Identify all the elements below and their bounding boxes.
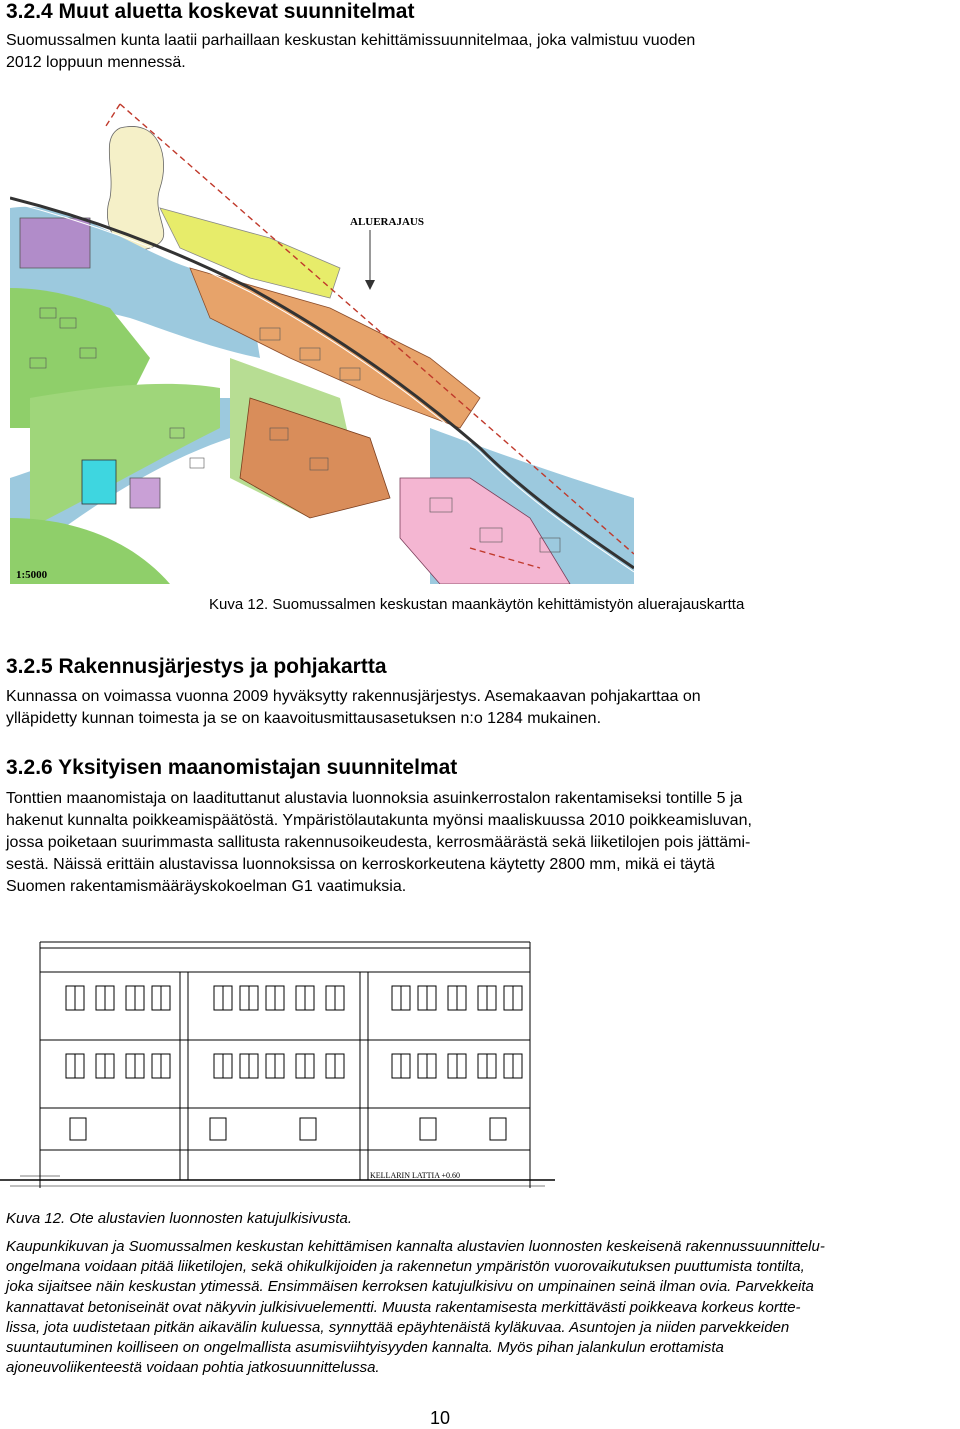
text-line: joka sijaitsee näin keskustan ytimessä. Ensimmäisen kerroksen katujulkisivu on umpinainen seinä ilman ovia. Parvekkeita (6, 1278, 814, 1296)
map-area-label: ALUERAJAUS (350, 216, 424, 228)
section-heading-3-2-6: 3.2.6 Yksityisen maanomistajan suunnitelmat (6, 756, 458, 779)
text-line: Kunnassa on voimassa vuonna 2009 hyväksytty rakennusjärjestys. Asemakaavan pohjakarttaa on (6, 688, 701, 705)
elevation-ground-window (70, 1118, 86, 1140)
elevation-ground-window (420, 1118, 436, 1140)
elevation-ground-window (490, 1118, 506, 1140)
text-line: ongelmana voidaan pitää liiketilojen, sekä ohikulkijoiden ja rakennetun ympäristön vuorovaikutuksen puuttumista tontilta, (6, 1258, 805, 1276)
elevation-ground-label: KELLARIN LATTIA +0.60 (370, 1171, 461, 1180)
elevation-caption: Kuva 12. Ote alustavien luonnosten katujulkisivusta. (6, 1210, 353, 1227)
text-line: Kaupunkikuvan ja Suomussalmen keskustan kehittämisen kannalta alustavien luonnosten keskeisenä rakennussuunnittelu- (6, 1238, 825, 1255)
section-heading-3-2-5: 3.2.5 Rakennusjärjestys ja pohjakartta (6, 655, 387, 678)
text-line: suuntautuminen koilliseen on ongelmallista asumisviihtyisyyden kannalta. Myös pihan jalankulun erottamista (6, 1339, 724, 1357)
map-caption: Kuva 12. Suomussalmen keskustan maankäytön kehittämistyön aluerajauskartta (209, 596, 745, 613)
text-line: kannattavat betoniseinät ovat näkyvin julkisivuelementti. Muusta rakentamisesta merkittävästi poikkeava korkeus kortte- (6, 1298, 801, 1316)
area-boundary-map (10, 98, 634, 584)
text-line: ylläpidetty kunnan toimesta ja se on kaavoitusmittausasetuksen n:o 1284 mukainen. (6, 710, 602, 727)
page-number: 10 (430, 1408, 451, 1428)
elevation-ground-window (300, 1118, 316, 1140)
paragraph-3-2-5 (6, 686, 701, 730)
elevation-ground-window (210, 1118, 226, 1140)
map-scale-label: 1:5000 (16, 569, 48, 581)
text-line: Suomussalmen kunta laatii parhaillaan keskustan kehittämissuunnitelmaa, joka valmistuu vuoden (6, 32, 696, 49)
text-line: Suomen rakentamismääräyskokoelman G1 vaatimuksia. (6, 878, 407, 895)
text-line: hakenut kunnalta poikkeamispäätöstä. Ympäristölautakunta myönsi maaliskuussa 2010 poikkeamisluvan, (6, 812, 752, 829)
italic-commentary-paragraph (6, 1237, 825, 1378)
street-elevation-drawing (0, 938, 560, 1200)
text-line: 2012 loppuun mennessä. (6, 54, 186, 71)
text-line: sestä. Näissä erittäin alustavissa luonnoksissa on kerroskorkeutena käytetty 2800 mm, mikä ei täytä (6, 856, 715, 873)
text-line: Tonttien maanomistaja on laadituttanut alustavia luonnoksia asuinkerrostalon rakentamiseksi tontille 5 ja (6, 790, 743, 807)
text-line: ajoneuvoliikenteestä voidaan pohtia jatkosuunnittelussa. (6, 1359, 380, 1377)
paragraph-3-2-6 (6, 788, 752, 898)
section-heading-3-2-4: 3.2.4 Muut aluetta koskevat suunnitelmat (6, 0, 415, 23)
text-line: lissa, jota uudistetaan pitkän aikavälin kuluessa, synnyttää epäyhtenäistä kyläkuvaa. Asuntojen ja niiden parvekkeiden (6, 1318, 790, 1336)
text-line: jossa poiketaan suurimmasta sallitusta rakennusoikeudesta, kerrosmäärästä sekä liiketilojen pois jättämi- (6, 834, 751, 851)
paragraph-3-2-4 (6, 30, 695, 74)
